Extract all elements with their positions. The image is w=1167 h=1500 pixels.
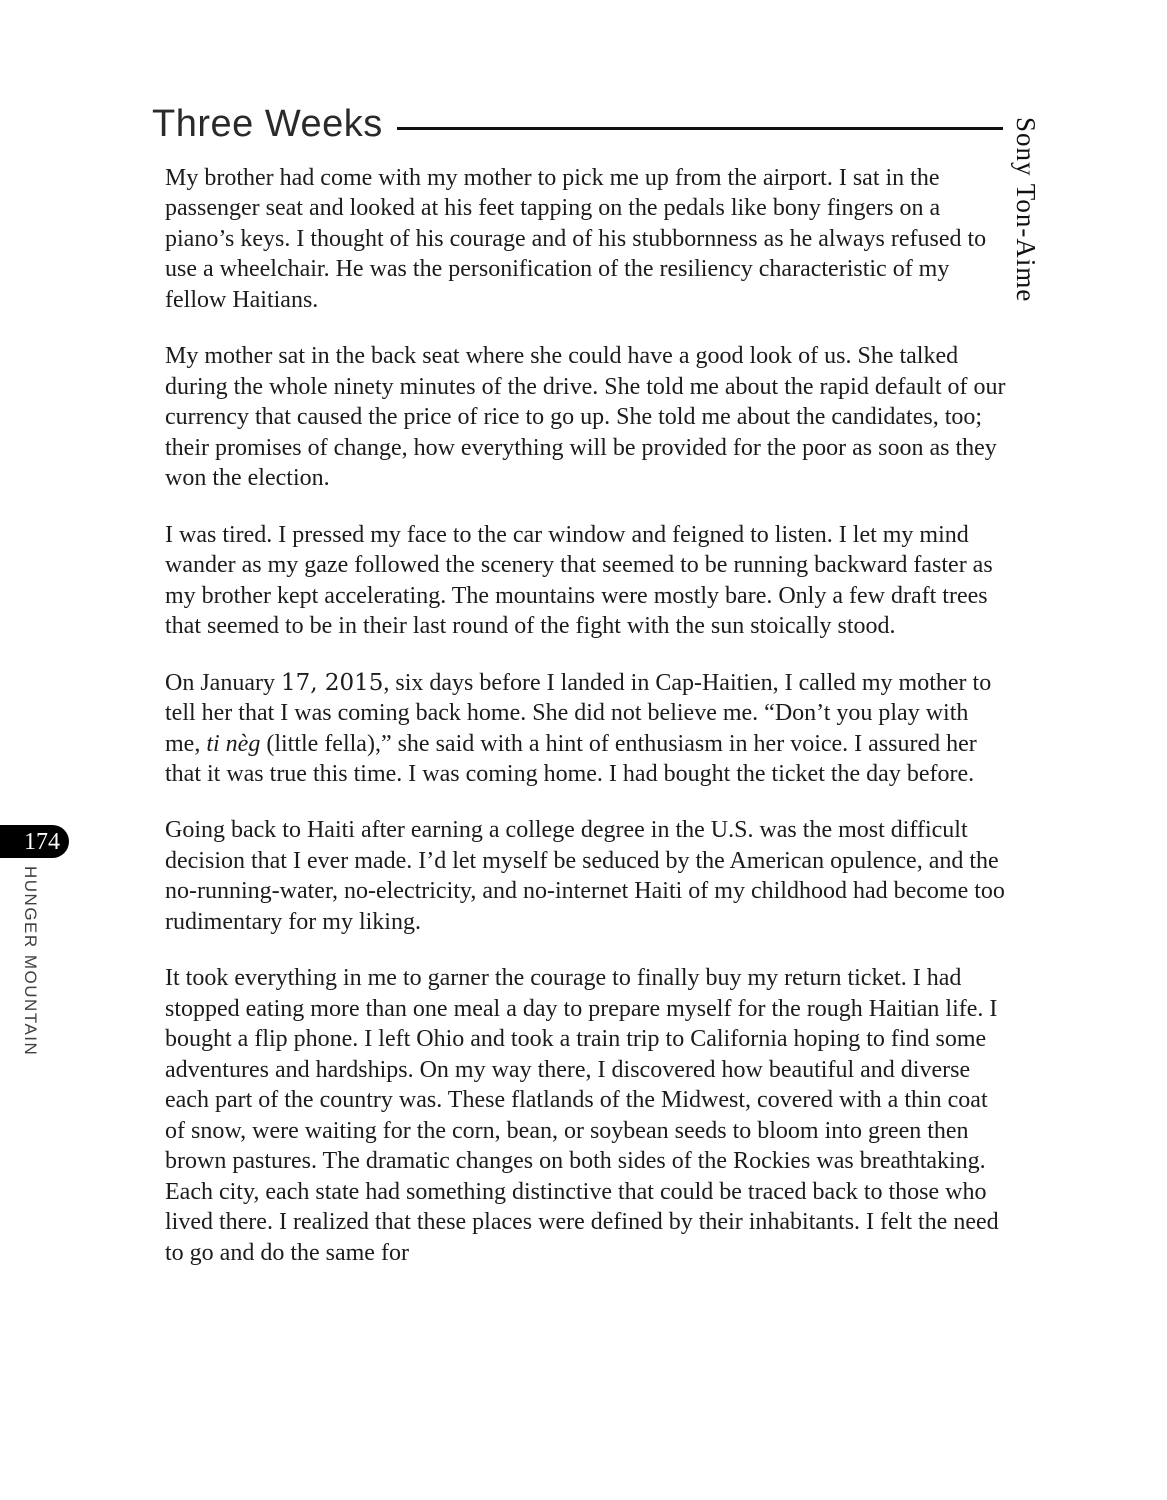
paragraph	[165, 668, 1007, 790]
text-segment-italic: ti nèg	[206, 730, 261, 757]
text-segment: (little fella),” she said with a hint of enthusiasm in her voice. I assured her that it was true this time. I was coming home. I had bought the ticket the day before.	[165, 730, 977, 787]
text-segment: Going back to Haiti after earning a college degree in the U.S. was the most difficult decision that I ever made. I’d let myself be seduced by the American opulence, and the no-running-water, no-electricity, and no-internet Haiti of my childhood had become too rudimentary for my liking.	[165, 817, 1005, 935]
text-segment: On January	[165, 669, 281, 696]
author-name-vertical: Sony Ton-Aime	[1011, 117, 1041, 303]
journal-name-vertical: HUNGER MOUNTAIN	[21, 866, 40, 1057]
text-segment: , six days before I landed in Cap-Haitien, I called my mother to tell her that I was coming back home. She did not believe me. “Don’t you play with me,	[165, 669, 992, 757]
text-segment-lining: 17, 2015	[280, 669, 384, 696]
title-rule-divider	[397, 127, 1003, 130]
title-row	[152, 104, 1003, 146]
paragraph	[165, 815, 1007, 937]
paragraph	[165, 341, 1007, 493]
paragraph	[165, 963, 1007, 1268]
article-title: Three Weeks	[152, 103, 383, 145]
paragraph	[165, 163, 1007, 315]
page-number: 174	[24, 828, 60, 855]
page-number-badge	[0, 825, 69, 858]
text-segment: My mother sat in the back seat where she could have a good look of us. She talked during the whole ninety minutes of the drive. She told me about the rapid default of our currency that caused the price of rice to go up. She told me about the candidates, too; their promises of change, how everything will be provided for the poor as soon as they won the election.	[165, 343, 1006, 492]
paragraph	[165, 520, 1007, 642]
text-segment: I was tired. I pressed my face to the car window and feigned to listen. I let my mind wander as my gaze followed the scenery that seemed to be running backward faster as my brother kept accelerating. The mountains were mostly bare. Only a few draft trees that seemed to be in their last round of the fight with the sun stoically stood.	[165, 521, 993, 640]
text-segment: It took everything in me to garner the courage to finally buy my return ticket. I had stopped eating more than one meal a day to prepare myself for the rough Haitian life. I bought a flip phone. I left Ohio and took a train trip to California hoping to find some adventures and hardships. On my way there, I discovered how beautiful and diverse each part of the country was. These flatlands of the Midwest, covered with a thin coat of snow, were waiting for the corn, bean, or soybean seeds to bloom into green then brown pastures. The dramatic changes on both sides of the Rockies was breathtaking. Each city, each state had something distinctive that could be traced back to those who lived there. I realized that these places were defined by their inhabitants. I felt the need to go and do the same for	[165, 965, 999, 1266]
text-segment: My brother had come with my mother to pick me up from the airport. I sat in the passenger seat and looked at his feet tapping on the pedals like bony fingers on a piano’s keys. I thought of his courage and of his stubbornness as he always refused to use a wheelchair. He was the personification of the resiliency characteristic of my fellow Haitians.	[165, 165, 987, 313]
article-body	[165, 163, 1007, 1294]
